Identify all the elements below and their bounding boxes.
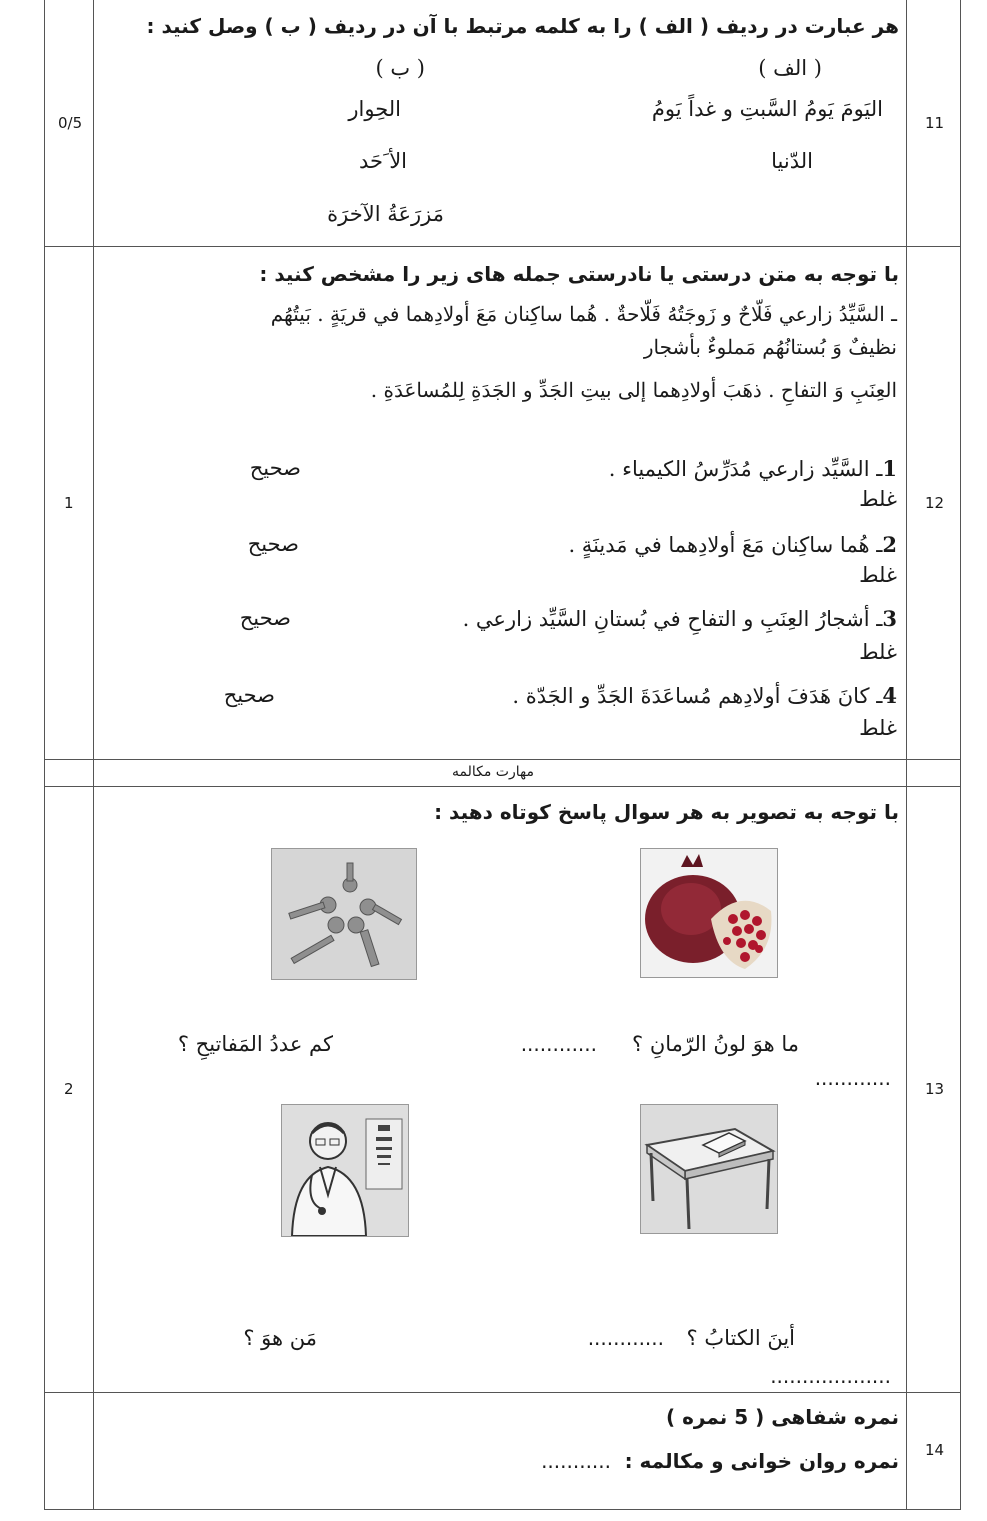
question-text: ما هوَ لونُ الرّمانِ ؟ <box>632 1032 799 1056</box>
fluency-score-label: نمره روان خوانی و مکالمه : <box>624 1449 899 1473</box>
passage-line: العِنَبِ وَ التفاحِ . ذهَبَ أولادِهما إلى بيتِ الجَدِّ و الجَدَةِ لِلمُساعَدَةِ . <box>370 378 897 402</box>
row-divider <box>44 759 961 760</box>
statement <box>512 683 897 708</box>
statement-text: ـ كانَ هَدَفَ أولادِهم مُساعَدَةَ الجَدِّ و الجَدّة . <box>512 684 883 708</box>
column-a-item: اليَومَ يَومُ السَّبتِ و غداً يَومُ <box>651 97 883 121</box>
statement-text: ـ أشجارُ العِنَبِ و التفاحِ في بُستانِ السَّيِّد زارعي . <box>462 607 883 631</box>
question-number: 12 <box>925 494 945 512</box>
question-score: 0/5 <box>58 114 83 132</box>
column-a-item: الدّنيا <box>771 149 813 173</box>
statement-text: ـ السَّيِّد زارعي مُدَرِّسُ الكيمياء . <box>608 457 883 481</box>
statement-number: 1 <box>882 456 897 481</box>
question-text: أينَ الكتابُ ؟ <box>686 1326 795 1350</box>
oral-score-title: نمره شفاهی ( 5 نمره ) <box>665 1405 899 1429</box>
column-b-item: الحِوار <box>348 97 401 121</box>
question-number: 11 <box>925 114 945 132</box>
true-option[interactable]: صحيح <box>239 606 291 630</box>
number-column-divider <box>906 0 907 1510</box>
question-text: مَن هوَ ؟ <box>243 1326 317 1350</box>
question-score: 2 <box>64 1080 74 1098</box>
column-b-item: مَزرَعَةُ الآخرَة <box>327 202 444 226</box>
table-book-image <box>640 1104 778 1234</box>
pomegranate-image <box>640 848 778 978</box>
section-title: مهارت مکالمه <box>452 764 534 780</box>
statement-number: 3 <box>882 606 897 631</box>
table-border-left <box>44 0 45 1510</box>
statement-number: 4 <box>882 683 897 708</box>
row-divider <box>44 786 961 787</box>
column-a-header: ( الف ) <box>758 56 822 80</box>
question-instruction: با توجه به تصویر به هر سوال پاسخ کوتاه دهید : <box>434 800 899 824</box>
row-divider <box>44 246 961 247</box>
statement-text: ـ هُما ساكِنان مَعَ أولادِهما في مَدينَةٍ . <box>568 533 883 557</box>
table-border-bottom <box>44 1509 961 1510</box>
table-border-right <box>960 0 961 1510</box>
column-b-header: ( ب ) <box>375 56 425 80</box>
passage-line: ـ السَّيِّدُ زارعي فَلّاحٌ و زَوجَتُهُ فَلّاحةٌ . هُما ساكِنان مَعَ أولادِهما في قريَةٍ . بَيتُهُم <box>270 302 897 326</box>
statement <box>609 456 897 481</box>
false-option[interactable]: غلط <box>859 640 897 664</box>
statement <box>568 532 897 557</box>
question-number: 14 <box>925 1441 945 1459</box>
answer-blank[interactable]: ............ <box>814 1066 891 1090</box>
answer-blank[interactable]: ................... <box>770 1364 891 1388</box>
answer-blank[interactable]: ............ <box>520 1032 597 1056</box>
column-b-item: الأ َحَد <box>359 149 407 173</box>
question-instruction: با توجه به متن درستی یا نادرستی جمله های زیر را مشخص کنید : <box>259 262 899 286</box>
true-option[interactable]: صحيح <box>223 683 275 707</box>
exam-sheet <box>44 0 961 1510</box>
question-score: 1 <box>64 494 74 512</box>
row-divider <box>44 1392 961 1393</box>
statement-number: 2 <box>882 532 897 557</box>
question-number: 13 <box>925 1080 945 1098</box>
score-blank[interactable]: ........... <box>541 1449 611 1473</box>
score-column-divider <box>93 0 94 1510</box>
false-option[interactable]: غلط <box>859 563 897 587</box>
keys-image <box>271 848 417 980</box>
true-option[interactable]: صحيح <box>247 532 299 556</box>
true-option[interactable]: صحيح <box>249 456 301 480</box>
question-text: كم عددُ المَفاتيحِ ؟ <box>177 1032 333 1056</box>
false-option[interactable]: غلط <box>859 716 897 740</box>
doctor-image <box>281 1104 409 1237</box>
false-option[interactable]: غلط <box>859 487 897 511</box>
statement <box>463 606 897 631</box>
answer-blank[interactable]: ............ <box>587 1326 664 1350</box>
passage-line: نظيفٌ وَ بُستانُهُم مَملوءٌ بأشجار <box>643 335 897 359</box>
question-instruction: هر عبارت در ردیف ( الف ) را به کلمه مرتبط با آن در ردیف ( ب ) وصل کنید : <box>146 14 899 38</box>
